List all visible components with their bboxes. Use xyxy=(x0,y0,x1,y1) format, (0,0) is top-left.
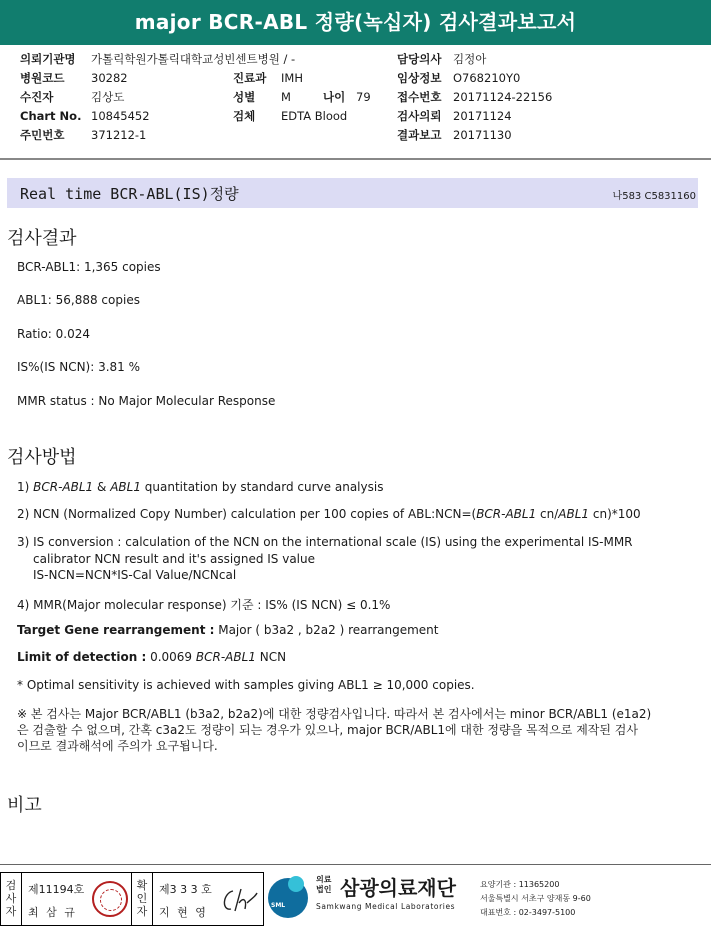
target-gene xyxy=(17,623,439,637)
lod-value: 0.0069 xyxy=(146,650,196,664)
footer-divider xyxy=(0,864,711,865)
methods-heading: 검사방법 xyxy=(7,447,77,468)
method-3-line-2: calibrator NCN result and it's assigned IS value xyxy=(33,552,315,566)
tester-number: 제11194호 xyxy=(28,883,85,896)
method-1-e: quantitation by standard curve analysis xyxy=(140,480,384,494)
info-col-right xyxy=(397,50,552,145)
dept-label: 진료과 xyxy=(233,71,267,85)
confirm-number: 제3 3 3 호 xyxy=(159,883,212,896)
method-1-gene-a: BCR-ABL1 xyxy=(33,480,94,494)
method-1-a: 1) xyxy=(17,480,34,494)
section-title: Real time BCR-ABL(IS)정량 xyxy=(20,185,239,203)
result-ratio: Ratio: 0.024 xyxy=(17,327,91,341)
note-line-1: ※ 본 검사는 Major BCR/ABL1 (b3a2, b2a2)에 대한 정량검사입니다. 따라서 본 검사에서는 minor BCR/ABL1 (e1a2) xyxy=(17,707,652,721)
org-english: Samkwang Medical Laboratories xyxy=(316,902,456,911)
doctor-value: 김정아 xyxy=(453,52,487,66)
receipt-value: 20171124-22156 xyxy=(453,90,553,104)
method-2-gene-b: ABL1 xyxy=(558,507,590,521)
sensitivity-note: * Optimal sensitivity is achieved with samples giving ABL1 ≥ 10,000 copies. xyxy=(17,678,475,692)
confirm-label-text: 확인자 xyxy=(136,879,148,918)
code-value: 30282 xyxy=(91,71,128,85)
method-2-e: cn)*100 xyxy=(589,507,641,521)
tester-seal-icon xyxy=(92,881,128,917)
hospital-value: 가톨릭학원가톨릭대학교성빈센트병원 / - xyxy=(91,52,296,66)
signature-icon xyxy=(219,885,259,915)
method-1-c: & xyxy=(93,480,111,494)
sig-divider-1 xyxy=(21,873,22,925)
result-is-percent: IS%(IS NCN): 3.81 % xyxy=(17,360,141,374)
sml-logo-text: SML xyxy=(271,902,286,909)
id-label: 주민번호 xyxy=(20,128,65,142)
info-col-mid xyxy=(233,69,371,126)
report-row xyxy=(397,126,552,145)
method-1 xyxy=(17,480,383,494)
org-address: 서울특별시 서초구 양재동 9-60 xyxy=(480,894,591,903)
method-3-line-1: 3) IS conversion : calculation of the NCN on the international scale (IS) using the experimental IS-MMR xyxy=(17,535,633,549)
hospital-label: 의뢰기관명 xyxy=(20,52,76,66)
dept-value: IMH xyxy=(281,71,303,85)
receipt-row xyxy=(397,88,552,107)
method-1-gene-b: ABL1 xyxy=(110,480,141,494)
sex-age-row xyxy=(233,88,371,107)
specimen-label: 검체 xyxy=(233,109,256,123)
note-line-2: 은 검출할 수 없으며, 간혹 c3a2도 정량이 되는 경우가 있으나, major BCR/ABL1에 대한 정량을 목적으로 제작된 검사 xyxy=(17,723,638,737)
patient-value: 김상도 xyxy=(91,90,125,104)
org-type: 의료법인 xyxy=(316,875,332,894)
age-label: 나이 xyxy=(323,90,346,104)
sex-value: M xyxy=(281,90,291,104)
target-gene-label: Target Gene rearrangement : xyxy=(17,623,215,637)
org-name: 삼광의료재단 xyxy=(340,876,456,900)
confirm-label xyxy=(132,879,152,918)
tester-name: 최 삼 규 xyxy=(28,906,77,919)
tester-label xyxy=(1,879,21,918)
tester-label-text: 검사자 xyxy=(5,879,17,918)
doctor-row xyxy=(397,50,552,69)
confirm-name: 지 현 영 xyxy=(159,906,208,919)
code-label: 병원코드 xyxy=(20,71,65,85)
request-label: 검사의뢰 xyxy=(397,109,442,123)
header-divider xyxy=(0,158,711,160)
clinical-label: 임상정보 xyxy=(397,71,442,85)
lod-unit: NCN xyxy=(255,650,287,664)
signature-box xyxy=(0,872,264,926)
report-value: 20171130 xyxy=(453,128,512,142)
chart-label: Chart No. xyxy=(20,109,82,123)
result-bcr-abl1: BCR-ABL1: 1,365 copies xyxy=(17,260,161,274)
org-phone: 대표번호 : 02-3497-5100 xyxy=(480,908,576,917)
section-code: 나583 C5831160 xyxy=(612,191,696,202)
id-value: 371212-1 xyxy=(91,128,147,142)
method-2 xyxy=(17,507,641,521)
method-2-a: 2) NCN (Normalized Copy Number) calculation per 100 copies of ABL:NCN=( xyxy=(17,507,477,521)
method-2-c: cn/ xyxy=(536,507,559,521)
method-2-gene-a: BCR-ABL1 xyxy=(476,507,537,521)
request-row xyxy=(397,107,552,126)
specimen-value: EDTA Blood xyxy=(281,109,348,123)
report-title: major BCR-ABL 정량(녹십자) 검사결과보고서 xyxy=(0,0,711,45)
age-value: 79 xyxy=(356,90,371,104)
remarks-heading: 비고 xyxy=(7,795,42,816)
target-gene-value: Major ( b3a2 , b2a2 ) rearrangement xyxy=(214,623,439,637)
results-heading: 검사결과 xyxy=(7,228,77,249)
receipt-label: 접수번호 xyxy=(397,90,442,104)
patient-label: 수진자 xyxy=(20,90,54,104)
lod-gene: BCR-ABL1 xyxy=(195,650,256,664)
lod-label: Limit of detection : xyxy=(17,650,147,664)
limit-of-detection xyxy=(17,650,286,664)
id-row xyxy=(20,126,295,145)
sig-divider-3 xyxy=(152,873,153,925)
clinical-row xyxy=(397,69,552,88)
section-bar xyxy=(7,178,698,208)
dept-row xyxy=(233,69,371,88)
hospital-row xyxy=(20,50,295,69)
sml-logo-dot xyxy=(288,876,304,892)
sex-label: 성별 xyxy=(233,90,256,104)
note-line-3: 이므로 결과해석에 주의가 요구됩니다. xyxy=(17,739,218,753)
doctor-label: 담당의사 xyxy=(397,52,442,66)
request-value: 20171124 xyxy=(453,109,512,123)
method-3-line-3: IS-NCN=NCN*IS-Cal Value/NCNcal xyxy=(33,568,237,582)
result-abl1: ABL1: 56,888 copies xyxy=(17,293,140,307)
report-label: 결과보고 xyxy=(397,128,442,142)
chart-value: 10845452 xyxy=(91,109,150,123)
clinical-value: O768210Y0 xyxy=(453,71,521,85)
org-code: 요양기관 : 11365200 xyxy=(480,880,560,889)
specimen-row xyxy=(233,107,371,126)
method-4: 4) MMR(Major molecular response) 기준 : IS% (IS NCN) ≤ 0.1% xyxy=(17,598,391,612)
result-mmr-status: MMR status : No Major Molecular Response xyxy=(17,394,276,408)
